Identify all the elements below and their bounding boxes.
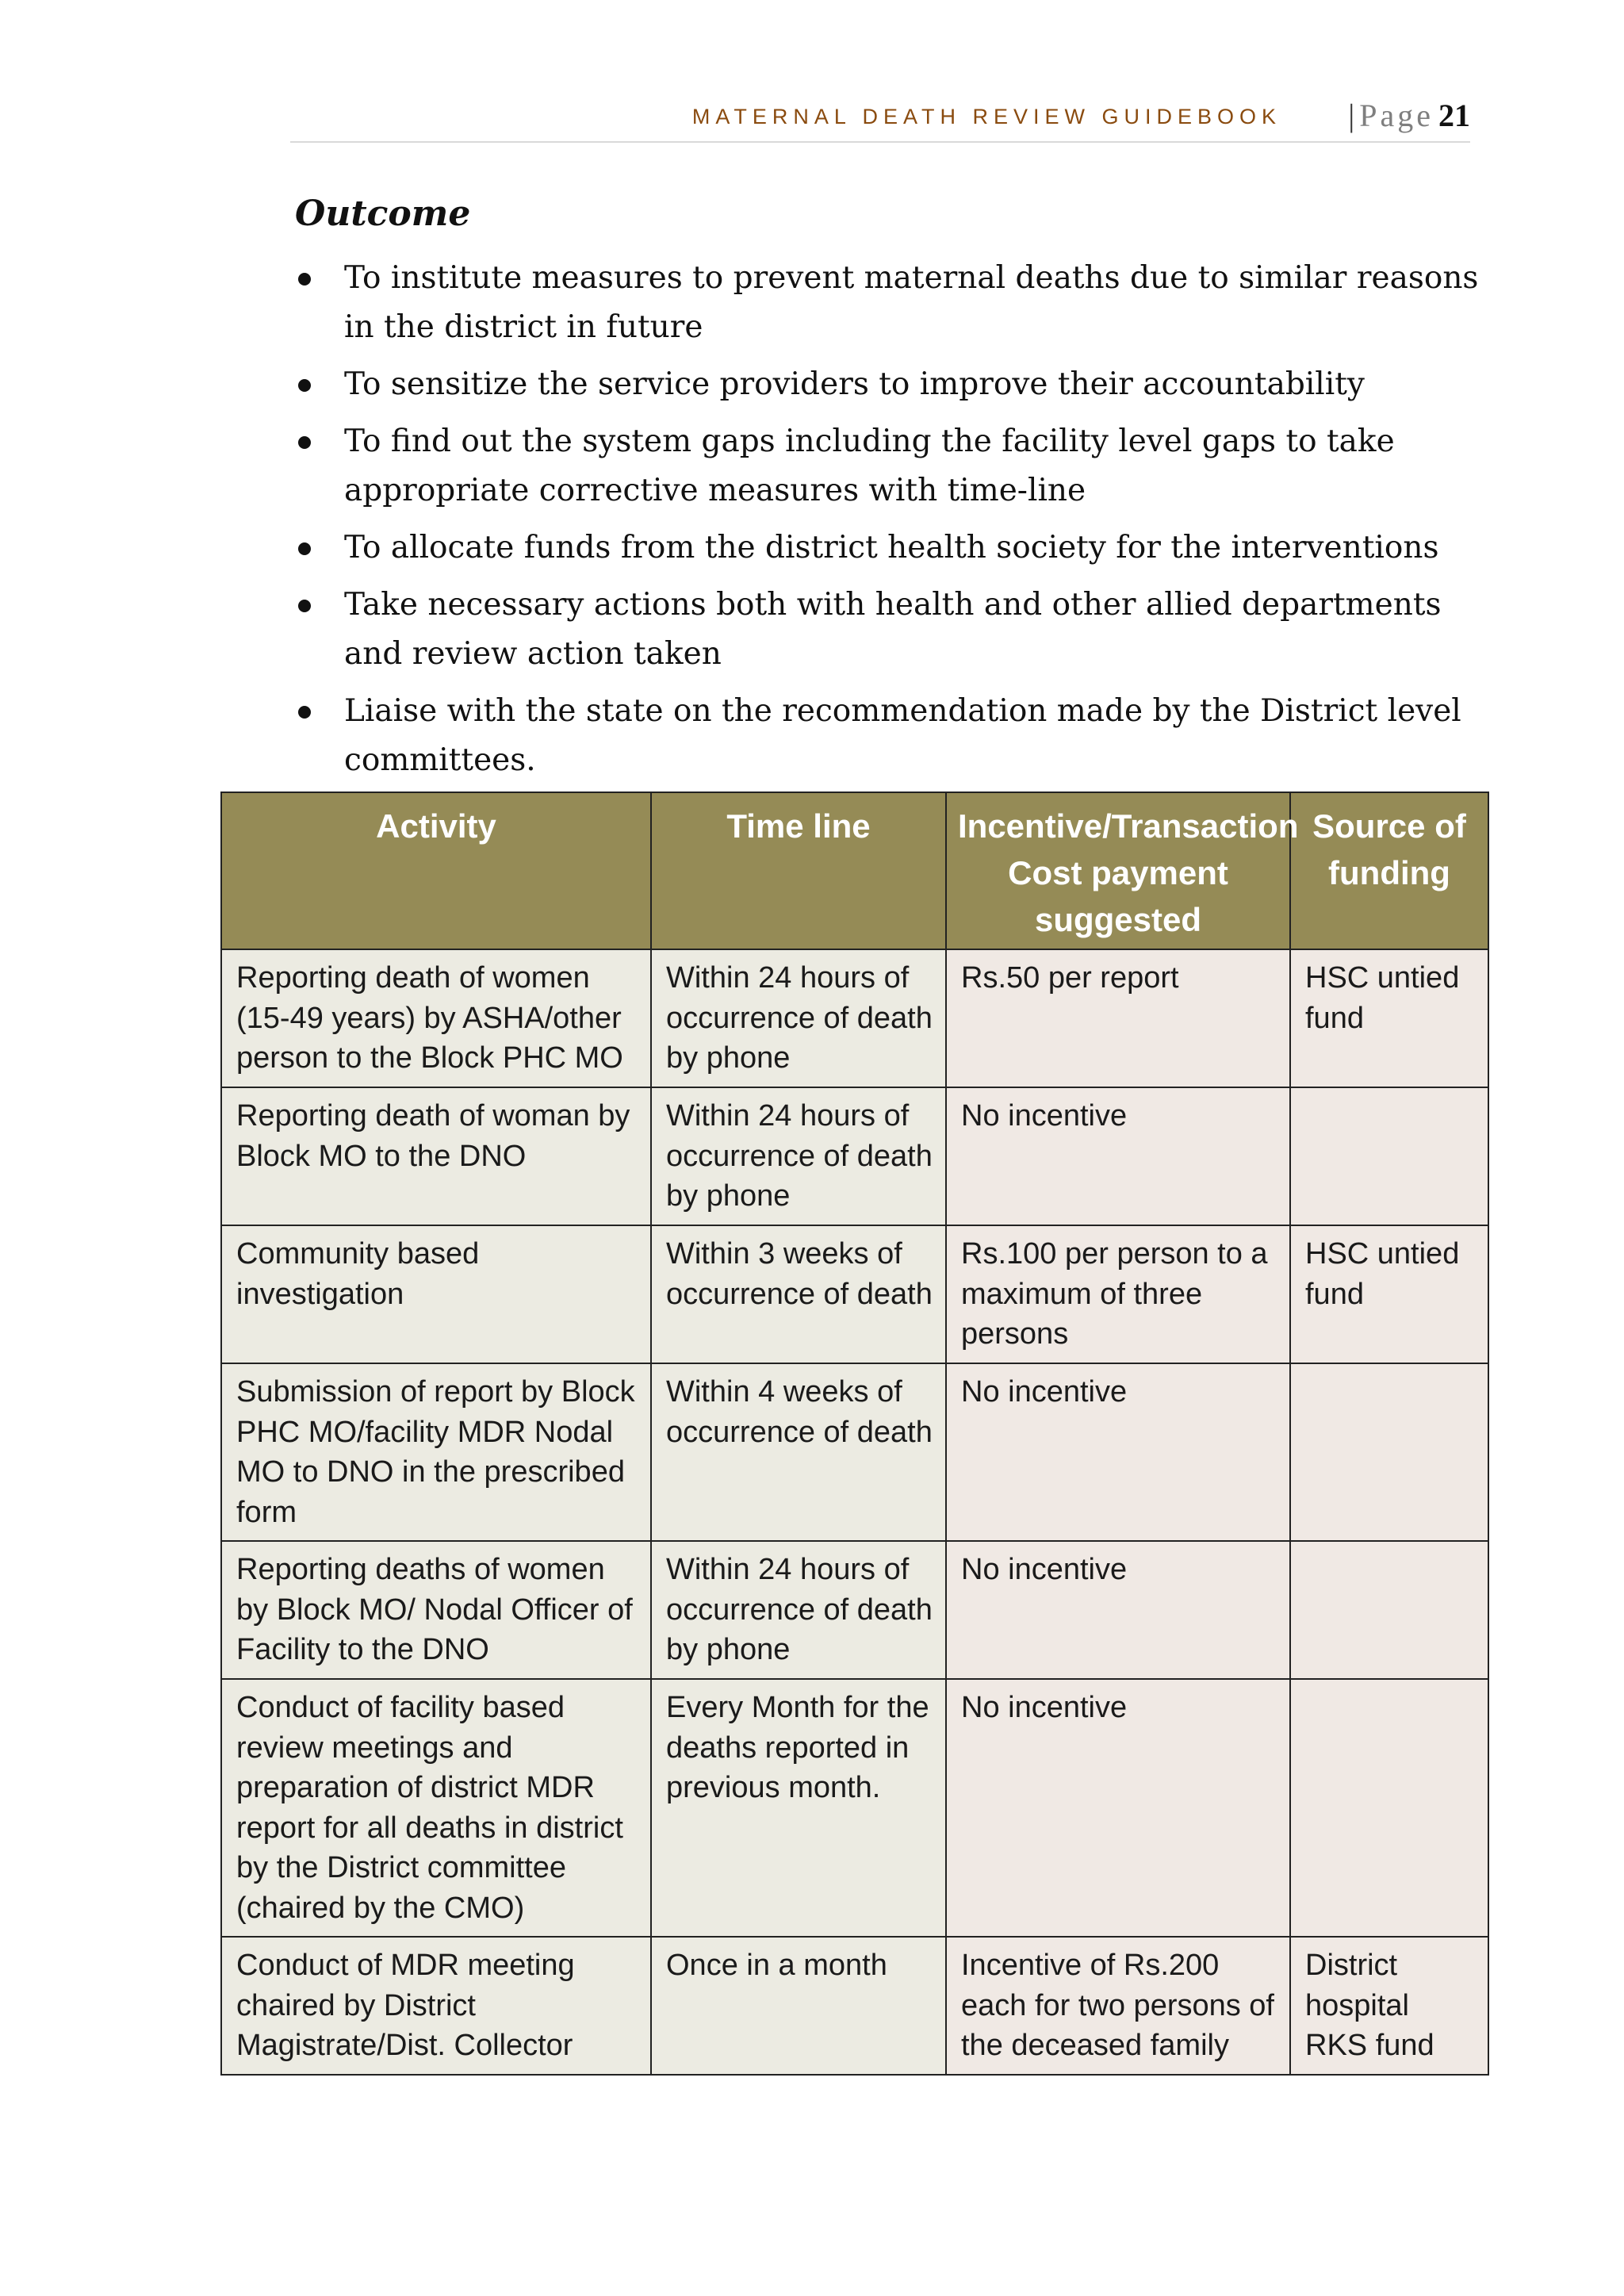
- funding-cell: HSC untied fund: [1290, 949, 1488, 1087]
- bullet-icon: [298, 273, 311, 286]
- outcome-item-text: To sensitize the service providers to improve their accountability: [344, 366, 1365, 402]
- table-header-row: [221, 792, 1488, 949]
- bullet-icon: [298, 600, 311, 612]
- outcome-item: [295, 581, 1484, 679]
- funding-cell: [1290, 1087, 1488, 1225]
- column-header-activity: Activity: [221, 792, 651, 949]
- outcome-item: [295, 360, 1484, 409]
- outcome-item-text: Take necessary actions both with health and other allied departments and review action taken: [344, 587, 1442, 672]
- activity-cell: Submission of report by Block PHC MO/facility MDR Nodal MO to DNO in the prescribed form: [221, 1363, 651, 1541]
- activity-cell: Conduct of MDR meeting chaired by District Magistrate/Dist. Collector: [221, 1937, 651, 2075]
- page-label: Page: [1359, 98, 1434, 133]
- outcome-item-text: Liaise with the state on the recommendation made by the District level committees.: [344, 693, 1461, 778]
- activity-cell: Reporting death of women (15-49 years) by ASHA/other person to the Block PHC MO: [221, 949, 651, 1087]
- header-title: MATERNAL DEATH REVIEW GUIDEBOOK: [691, 105, 1281, 128]
- page-header: [290, 97, 1470, 143]
- table-row: [221, 1225, 1488, 1363]
- header-separator: |: [1348, 98, 1355, 133]
- activity-cell: Conduct of facility based review meetings and preparation of district MDR report for all deaths in district by the District committee (chaired by the CMO): [221, 1679, 651, 1937]
- incentive-cell: Rs.50 per report: [946, 949, 1290, 1087]
- incentive-cell: No incentive: [946, 1679, 1290, 1937]
- funding-cell: HSC untied fund: [1290, 1225, 1488, 1363]
- outcome-item: [295, 254, 1484, 352]
- bullet-icon: [298, 436, 311, 449]
- incentive-cell: No incentive: [946, 1087, 1290, 1225]
- table-row: [221, 1087, 1488, 1225]
- incentive-cell: Rs.100 per person to a maximum of three persons: [946, 1225, 1290, 1363]
- outcome-heading: Outcome: [295, 194, 471, 234]
- outcome-item-text: To institute measures to prevent maternal deaths due to similar reasons in the district in future: [344, 260, 1479, 345]
- table-row: [221, 1541, 1488, 1679]
- outcome-item: [295, 687, 1484, 785]
- column-header-source: Source of funding: [1290, 792, 1488, 949]
- time-line-cell: Once in a month: [651, 1937, 946, 2075]
- table-row: [221, 949, 1488, 1087]
- incentive-cell: No incentive: [946, 1363, 1290, 1541]
- outcome-item: [295, 417, 1484, 516]
- column-header-time-line: Time line: [651, 792, 946, 949]
- time-line-cell: Within 24 hours of occurrence of death by phone: [651, 1087, 946, 1225]
- outcome-item: [295, 523, 1484, 573]
- time-line-cell: Within 4 weeks of occurrence of death: [651, 1363, 946, 1541]
- bullet-icon: [298, 706, 311, 719]
- time-line-cell: Every Month for the deaths reported in previous month.: [651, 1679, 946, 1937]
- table-row: [221, 1363, 1488, 1541]
- table-row: [221, 1679, 1488, 1937]
- activity-cell: Reporting deaths of women by Block MO/ Nodal Officer of Facility to the DNO: [221, 1541, 651, 1679]
- outcome-item-text: To find out the system gaps including the facility level gaps to take appropriate corrective measures with time-line: [344, 424, 1395, 508]
- outcome-item-text: To allocate funds from the district health society for the interventions: [344, 530, 1439, 565]
- column-header-incentive: Incentive/Transaction Cost payment suggested: [946, 792, 1290, 949]
- funding-cell: [1290, 1363, 1488, 1541]
- bullet-icon: [298, 379, 311, 392]
- activity-cell: Community based investigation: [221, 1225, 651, 1363]
- activity-cell: Reporting death of woman by Block MO to the DNO: [221, 1087, 651, 1225]
- outcome-list: [295, 254, 1484, 793]
- page-number: 21: [1438, 98, 1470, 133]
- time-line-cell: Within 24 hours of occurrence of death by phone: [651, 949, 946, 1087]
- funding-cell: District hospital RKS fund: [1290, 1937, 1488, 2075]
- funding-cell: [1290, 1541, 1488, 1679]
- incentive-cell: Incentive of Rs.200 each for two persons of the deceased family: [946, 1937, 1290, 2075]
- time-line-cell: Within 24 hours of occurrence of death by phone: [651, 1541, 946, 1679]
- table-row: [221, 1937, 1488, 2075]
- activity-table: [220, 792, 1489, 2076]
- incentive-cell: No incentive: [946, 1541, 1290, 1679]
- time-line-cell: Within 3 weeks of occurrence of death: [651, 1225, 946, 1363]
- bullet-icon: [298, 542, 311, 555]
- funding-cell: [1290, 1679, 1488, 1937]
- page-indicator: [1348, 97, 1470, 134]
